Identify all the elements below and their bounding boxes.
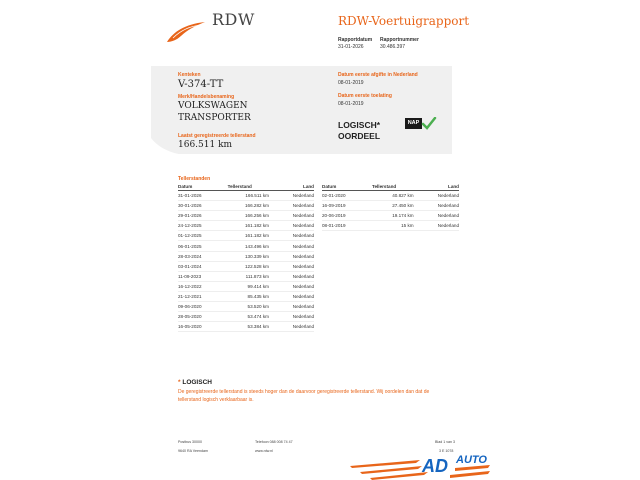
cell-date: 20-06-2019 — [322, 211, 362, 221]
table-row — [178, 211, 314, 221]
cell-land: Nederland — [269, 312, 314, 322]
table-row — [322, 191, 459, 201]
table-header-row — [322, 183, 459, 191]
cell-km: 166.256 km — [218, 211, 269, 221]
table-row — [322, 221, 459, 231]
first-admission-value: 08-01-2019 — [338, 101, 364, 107]
cell-land: Nederland — [269, 261, 314, 271]
cell-land: Nederland — [269, 221, 314, 231]
table-row — [178, 221, 314, 231]
table-row — [178, 201, 314, 211]
table-row — [178, 251, 314, 261]
table-row — [178, 191, 314, 201]
model-value: TRANSPORTER — [178, 113, 251, 123]
header-km: Tellerstand — [218, 183, 269, 191]
cell-date: 31-01-2026 — [178, 191, 218, 201]
cell-land: Nederland — [414, 191, 459, 201]
make-value: VOLKSWAGEN — [178, 101, 248, 111]
header-land: Land — [269, 183, 314, 191]
footer-page: Blad 1 van 3 — [435, 440, 455, 444]
cell-land: Nederland — [269, 281, 314, 291]
header-date: Datum — [322, 183, 362, 191]
cell-km: 122.528 km — [218, 261, 269, 271]
footer-code: 3 E 1078 — [439, 449, 454, 453]
first-admission-label: Datum eerste toelating — [338, 93, 392, 99]
cell-km: 53.474 km — [218, 312, 269, 322]
cell-date: 03-01-2024 — [178, 261, 218, 271]
table-row — [178, 261, 314, 271]
cell-km: 166.511 km — [218, 191, 269, 201]
readings-table-right — [322, 183, 459, 231]
nap-label: NAP — [405, 118, 422, 129]
cell-date: 16-12-2022 — [178, 281, 218, 291]
cell-date: 30-01-2026 — [178, 201, 218, 211]
cell-land: Nederland — [269, 191, 314, 201]
cell-km: 99.414 km — [218, 281, 269, 291]
cell-km: 27.450 km — [362, 201, 414, 211]
cell-land: Nederland — [269, 201, 314, 211]
table-row — [178, 322, 314, 332]
cell-date: 01-12-2025 — [178, 231, 218, 241]
verdict — [338, 120, 380, 142]
table-row — [178, 291, 314, 301]
cell-date: 28-05-2020 — [178, 312, 218, 322]
table-row — [178, 241, 314, 251]
table-row — [178, 302, 314, 312]
cell-land: Nederland — [414, 211, 459, 221]
cell-km: 19.174 km — [362, 211, 414, 221]
cell-date: 21-12-2021 — [178, 291, 218, 301]
verdict-line-1: LOGISCH* — [338, 120, 381, 130]
footnote-star: * — [178, 379, 181, 386]
table-row — [178, 281, 314, 291]
footer-postbus: Postbus 30000 — [178, 440, 202, 444]
report-date: 31-01-2026 — [338, 44, 364, 50]
footnote-title — [178, 379, 212, 386]
header-date: Datum — [178, 183, 218, 191]
cell-land: Nederland — [414, 221, 459, 231]
cell-date: 16-09-2019 — [322, 201, 362, 211]
cell-km: 53.384 km — [218, 322, 269, 332]
cell-date: 16-05-2020 — [178, 322, 218, 332]
footer-phone: Telefoon 088 008 74 47 — [255, 440, 293, 444]
make-label: Merk/Handelsbenaming — [178, 94, 235, 100]
rdw-logo-icon — [165, 20, 207, 44]
cell-km: 166.282 km — [218, 201, 269, 211]
brand-name: RDW — [212, 10, 255, 29]
cell-date: 08-01-2019 — [322, 221, 362, 231]
cell-date: 06-01-2025 — [178, 241, 218, 251]
cell-land: Nederland — [269, 322, 314, 332]
cell-date: 28-03-2024 — [178, 251, 218, 261]
cell-km: 143.496 km — [218, 241, 269, 251]
cell-date: 29-01-2026 — [178, 211, 218, 221]
cell-km: 111.873 km — [218, 271, 269, 281]
cell-date: 24-12-2025 — [178, 221, 218, 231]
report-title: RDW-Voertuigrapport — [338, 14, 470, 28]
header-land: Land — [414, 183, 459, 191]
nap-badge — [405, 117, 435, 130]
first-nl-label: Datum eerste afgifte in Nederland — [338, 72, 418, 78]
cell-km: 40.827 km — [362, 191, 414, 201]
cell-km: 85.435 km — [218, 291, 269, 301]
table-row — [178, 312, 314, 322]
checkmark-icon — [421, 117, 437, 130]
cell-land: Nederland — [414, 201, 459, 211]
cell-land: Nederland — [269, 251, 314, 261]
cell-km: 161.182 km — [218, 231, 269, 241]
cell-km: 161.182 km — [218, 221, 269, 231]
report-number: 30.486.397 — [380, 44, 406, 50]
cell-land: Nederland — [269, 241, 314, 251]
partner-auto: AUTO — [456, 454, 487, 466]
footer-web[interactable]: www.rdw.nl — [255, 449, 273, 453]
readings-title: Tellerstanden — [178, 176, 211, 182]
cell-land: Nederland — [269, 302, 314, 312]
table-row — [178, 271, 314, 281]
report-date-label: Rapportdatum — [338, 37, 373, 43]
last-km-value: 166.511 km — [178, 140, 233, 150]
cell-km: 130.339 km — [218, 251, 269, 261]
table-row — [322, 201, 459, 211]
table-row — [178, 231, 314, 241]
cell-date: 09-06-2020 — [178, 302, 218, 312]
cell-land: Nederland — [269, 211, 314, 221]
first-nl-value: 08-01-2019 — [338, 80, 364, 86]
partner-ad: AD — [422, 456, 448, 476]
report-number-label: Rapportnummer — [380, 37, 419, 43]
readings-table-left — [178, 183, 314, 332]
plate-value: V-374-TT — [178, 79, 224, 90]
cell-date: 11-09-2023 — [178, 271, 218, 281]
footer-city: 9640 RA Veendam — [178, 449, 208, 453]
cell-land: Nederland — [269, 231, 314, 241]
table-header-row — [178, 183, 314, 191]
header-km: Tellerstand — [362, 183, 414, 191]
cell-land: Nederland — [269, 271, 314, 281]
cell-land: Nederland — [269, 291, 314, 301]
last-km-label: Laatst geregistreerde tellerstand — [178, 133, 256, 139]
footnote-text: De geregistreerde tellerstand is steeds hoger dan de daarvoor geregistreerde tellerstand. Wij oordelen dan dat de tellerstand logisch verklaarbaar is. — [178, 389, 430, 403]
cell-km: 53.520 km — [218, 302, 269, 312]
footnote-title-text: LOGISCH — [182, 379, 212, 386]
plate-label: Kenteken — [178, 72, 201, 78]
cell-km: 15 km — [362, 221, 414, 231]
verdict-line-2: OORDEEL — [338, 131, 381, 141]
table-row — [322, 211, 459, 221]
cell-date: 02-01-2020 — [322, 191, 362, 201]
partner-logo — [350, 454, 490, 480]
